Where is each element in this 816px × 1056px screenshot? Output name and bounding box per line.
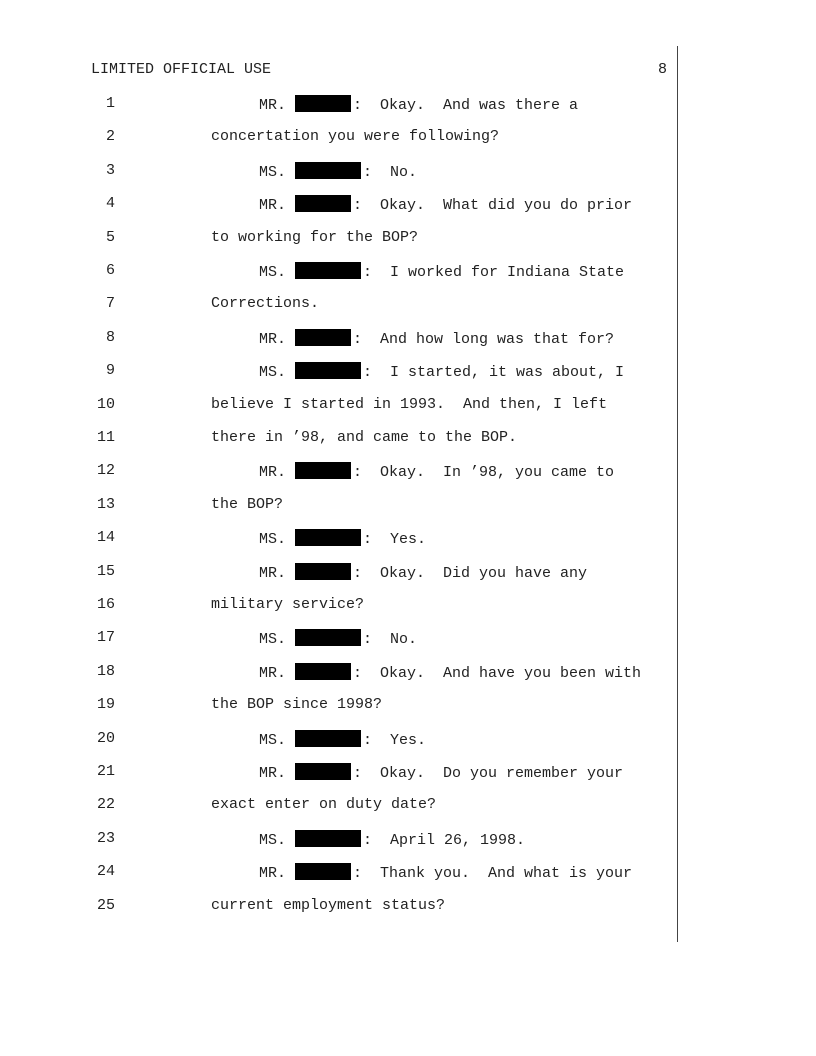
line-text: [259, 863, 632, 882]
line-number: 6: [105, 262, 115, 279]
redaction-box: [295, 863, 351, 880]
line-number: 8: [105, 329, 115, 346]
transcript-line: [0, 563, 816, 583]
line-number: 15: [96, 563, 115, 580]
transcript-line: [0, 229, 816, 249]
redaction-box: [295, 529, 361, 546]
transcript-line: [0, 596, 816, 616]
transcript-line: [0, 295, 816, 315]
continuation-text: current employment status?: [211, 897, 446, 914]
redaction-box: [295, 763, 351, 780]
transcript-line: [0, 128, 816, 148]
line-text: [259, 730, 426, 749]
redaction-box: [295, 563, 351, 580]
speaker-label: MR.: [259, 765, 287, 782]
continuation-text: the BOP?: [211, 496, 284, 513]
line-text: [259, 763, 623, 782]
continuation-text: the BOP since 1998?: [211, 696, 383, 713]
line-text: [259, 462, 614, 481]
transcript-line: [0, 763, 816, 783]
line-text: [259, 529, 426, 548]
speaker-label: MS.: [259, 364, 287, 381]
redaction-box: [295, 730, 361, 747]
speaker-label: MR.: [259, 865, 287, 882]
line-number: 23: [96, 830, 115, 847]
line-text: [259, 262, 624, 281]
speaker-label: MS.: [259, 264, 287, 281]
line-text: [259, 362, 624, 381]
line-number: 5: [105, 229, 115, 246]
line-number: 10: [96, 396, 115, 413]
speech-text: : Thank you. And what is your: [353, 865, 633, 882]
speaker-label: MR.: [259, 331, 287, 348]
speech-text: : Okay. What did you do prior: [353, 197, 633, 214]
line-text: [259, 162, 417, 181]
redaction-box: [295, 162, 361, 179]
line-text: [259, 830, 525, 849]
speech-text: : Yes.: [363, 732, 427, 749]
speech-text: : And how long was that for?: [353, 331, 615, 348]
line-number: 22: [96, 796, 115, 813]
line-text: [211, 229, 418, 246]
line-text: [211, 496, 283, 513]
speaker-label: MR.: [259, 197, 287, 214]
line-text: [211, 429, 517, 446]
transcript-line: [0, 796, 816, 816]
continuation-text: to working for the BOP?: [211, 229, 419, 246]
speech-text: : Okay. Did you have any: [353, 565, 588, 582]
transcript-line: [0, 496, 816, 516]
speaker-label: MR.: [259, 97, 287, 114]
speech-text: : Okay. And have you been with: [353, 665, 642, 682]
speech-text: : Yes.: [363, 531, 427, 548]
line-number: 17: [96, 629, 115, 646]
line-number: 1: [105, 95, 115, 112]
speech-text: : No.: [363, 631, 418, 648]
line-number: 12: [96, 462, 115, 479]
line-text: [211, 897, 445, 914]
line-number: 20: [96, 730, 115, 747]
continuation-text: concertation you were following?: [211, 128, 500, 145]
line-text: [211, 696, 382, 713]
line-text: [259, 95, 578, 114]
speaker-label: MR.: [259, 665, 287, 682]
line-number: 14: [96, 529, 115, 546]
transcript-line: [0, 262, 816, 282]
line-number: 3: [105, 162, 115, 179]
speech-text: : Okay. And was there a: [353, 97, 579, 114]
line-text: [211, 128, 499, 145]
speaker-label: MR.: [259, 565, 287, 582]
line-text: [211, 396, 607, 413]
speech-text: : I started, it was about, I: [363, 364, 625, 381]
transcript-line: [0, 730, 816, 750]
line-text: [259, 629, 417, 648]
redaction-box: [295, 830, 361, 847]
speech-text: : I worked for Indiana State: [363, 264, 625, 281]
transcript-line: [0, 195, 816, 215]
speech-text: : Okay. Do you remember your: [353, 765, 624, 782]
transcript-line: [0, 897, 816, 917]
continuation-text: Corrections.: [211, 295, 320, 312]
speaker-label: MS.: [259, 164, 287, 181]
redaction-box: [295, 195, 351, 212]
transcript-line: [0, 529, 816, 549]
line-number: 11: [96, 429, 115, 446]
page-number: 8: [658, 61, 668, 78]
line-number: 4: [105, 195, 115, 212]
transcript-line: [0, 329, 816, 349]
line-text: [211, 796, 436, 813]
redaction-box: [295, 262, 361, 279]
transcript-line: [0, 696, 816, 716]
line-number: 2: [105, 128, 115, 145]
line-text: [259, 195, 632, 214]
redaction-box: [295, 329, 351, 346]
transcript-line: [0, 663, 816, 683]
transcript-line: [0, 830, 816, 850]
speaker-label: MS.: [259, 732, 287, 749]
line-number: 25: [96, 897, 115, 914]
speaker-label: MR.: [259, 464, 287, 481]
line-number: 24: [96, 863, 115, 880]
line-number: 13: [96, 496, 115, 513]
line-number: 7: [105, 295, 115, 312]
line-number: 18: [96, 663, 115, 680]
continuation-text: there in ’98, and came to the BOP.: [211, 429, 518, 446]
redaction-box: [295, 95, 351, 112]
speech-text: : April 26, 1998.: [363, 832, 526, 849]
line-text: [211, 596, 364, 613]
continuation-text: military service?: [211, 596, 365, 613]
redaction-box: [295, 462, 351, 479]
transcript-line: [0, 462, 816, 482]
transcript-line: [0, 362, 816, 382]
speech-text: : No.: [363, 164, 418, 181]
speech-text: : Okay. In ’98, you came to: [353, 464, 615, 481]
speaker-label: MS.: [259, 631, 287, 648]
line-text: [259, 563, 587, 582]
transcript-line: [0, 396, 816, 416]
line-number: 21: [96, 763, 115, 780]
transcript-line: [0, 95, 816, 115]
transcript-line: [0, 429, 816, 449]
redaction-box: [295, 663, 351, 680]
classification-header: LIMITED OFFICIAL USE: [91, 61, 272, 78]
line-number: 19: [96, 696, 115, 713]
transcript-line: [0, 162, 816, 182]
line-text: [259, 663, 641, 682]
redaction-box: [295, 362, 361, 379]
transcript-line: [0, 863, 816, 883]
speaker-label: MS.: [259, 531, 287, 548]
redaction-box: [295, 629, 361, 646]
line-number: 16: [96, 596, 115, 613]
continuation-text: exact enter on duty date?: [211, 796, 437, 813]
line-text: [211, 295, 319, 312]
continuation-text: believe I started in 1993. And then, I left: [211, 396, 608, 413]
line-text: [259, 329, 614, 348]
transcript-line: [0, 629, 816, 649]
line-number: 9: [105, 362, 115, 379]
speaker-label: MS.: [259, 832, 287, 849]
